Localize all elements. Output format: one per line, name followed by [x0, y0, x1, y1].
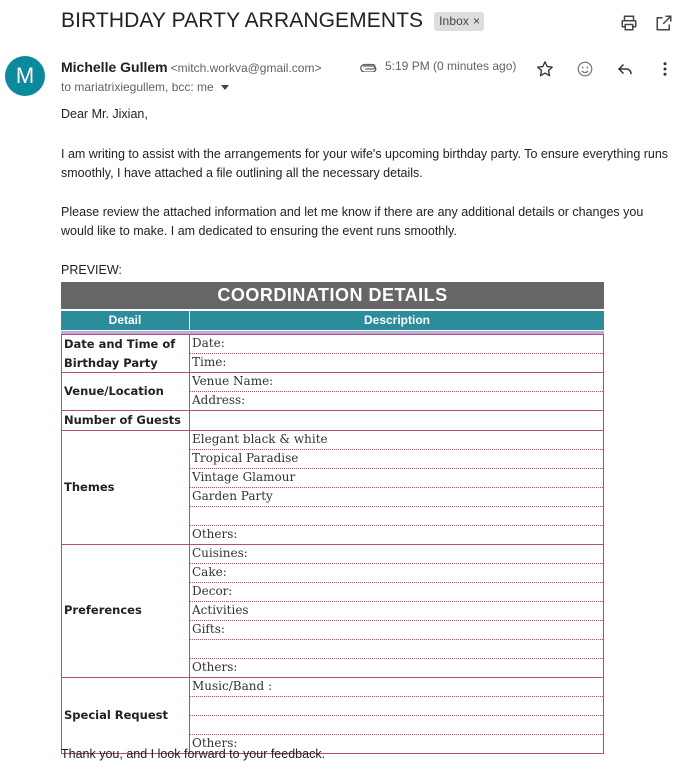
table-row: Activities	[190, 601, 603, 620]
section-label: Number of Guests	[62, 411, 190, 430]
preview-label: PREVIEW:	[61, 263, 122, 277]
section-label: Date and Time of Birthday Party	[62, 335, 190, 372]
section-label: Venue/Location	[62, 373, 190, 410]
message-meta	[360, 59, 516, 73]
table-row: Address:	[190, 391, 603, 410]
table-row: Others:	[190, 525, 603, 544]
table-section	[62, 430, 603, 544]
avatar[interactable]: M	[5, 56, 45, 96]
section-rows	[190, 545, 603, 677]
recipients-line[interactable]	[61, 80, 229, 94]
emoji-icon[interactable]	[573, 57, 597, 81]
section-rows	[190, 411, 603, 430]
table-row: Tropical Paradise	[190, 449, 603, 468]
table-row	[190, 696, 603, 715]
inbox-label-text: Inbox	[439, 14, 469, 28]
table-row: Others:	[190, 734, 603, 753]
table-row: Gifts:	[190, 620, 603, 639]
reply-icon[interactable]	[613, 57, 637, 81]
table-section	[62, 335, 603, 372]
inbox-label-chip[interactable]	[434, 12, 484, 31]
section-rows	[190, 678, 603, 753]
chevron-down-icon[interactable]	[221, 85, 229, 90]
section-rows	[190, 373, 603, 410]
table-section	[62, 410, 603, 430]
table-row: Decor:	[190, 582, 603, 601]
table-row: Time:	[190, 353, 603, 372]
recipients-text: to mariatrixiegullem, bcc: me	[61, 80, 214, 94]
table-row: Elegant black & white	[192, 431, 328, 446]
table-row: Vintage Glamour	[190, 468, 603, 487]
table-row: Date:	[192, 336, 225, 350]
email-subject	[61, 9, 484, 33]
table-section	[62, 677, 603, 753]
subject-text: BIRTHDAY PARTY ARRANGEMENTS	[61, 9, 424, 32]
table-row: Cake:	[190, 563, 603, 582]
table-row: Venue Name:	[192, 374, 274, 388]
table-row	[190, 506, 603, 525]
sender-email: <mitch.workva@gmail.com>	[170, 61, 322, 75]
greeting: Dear Mr. Jixian,	[61, 107, 148, 121]
star-icon[interactable]	[533, 57, 557, 81]
section-label: Special Request	[62, 678, 190, 753]
attachment-preview[interactable]	[61, 282, 604, 754]
table-section	[62, 372, 603, 410]
document-title: COORDINATION DETAILS	[61, 282, 604, 309]
closing-line: Thank you, and I look forward to your feedback.	[61, 747, 326, 761]
remove-label-button[interactable]: ×	[472, 14, 481, 28]
section-rows	[190, 431, 603, 544]
table-row: Cuisines:	[192, 545, 248, 560]
paperclip-icon	[360, 60, 378, 72]
section-rows	[190, 335, 603, 372]
column-header-description: Description	[363, 313, 430, 327]
table-row	[190, 639, 603, 658]
table-row: Others:	[190, 658, 603, 677]
print-icon[interactable]	[618, 12, 640, 34]
table-row: Garden Party	[190, 487, 603, 506]
details-table	[61, 334, 604, 754]
message-time: 5:19 PM (0 minutes ago)	[385, 59, 517, 73]
table-row	[190, 411, 603, 429]
column-header-detail: Detail	[61, 311, 190, 330]
table-section	[62, 544, 603, 677]
sender-name[interactable]: Michelle Gullem	[61, 59, 168, 75]
body-paragraph-1: I am writing to assist with the arrangements for your wife's upcoming birthday party. To ensure everything runs smoothly, I have attached a file outlining all the necessary details.	[61, 147, 669, 180]
document-header-row	[61, 311, 604, 330]
table-row: Music/Band :	[192, 678, 273, 693]
more-vertical-icon[interactable]	[653, 57, 677, 81]
section-label: Themes	[62, 431, 190, 544]
section-label: Preferences	[62, 545, 190, 677]
sender-line	[61, 59, 321, 75]
open-in-new-icon[interactable]	[653, 12, 675, 34]
table-row	[190, 715, 603, 734]
body-paragraph-2: Please review the attached information and let me know if there are any additional details or changes you would like to make. I am dedicated to ensuring the event runs smoothly.	[61, 205, 644, 238]
